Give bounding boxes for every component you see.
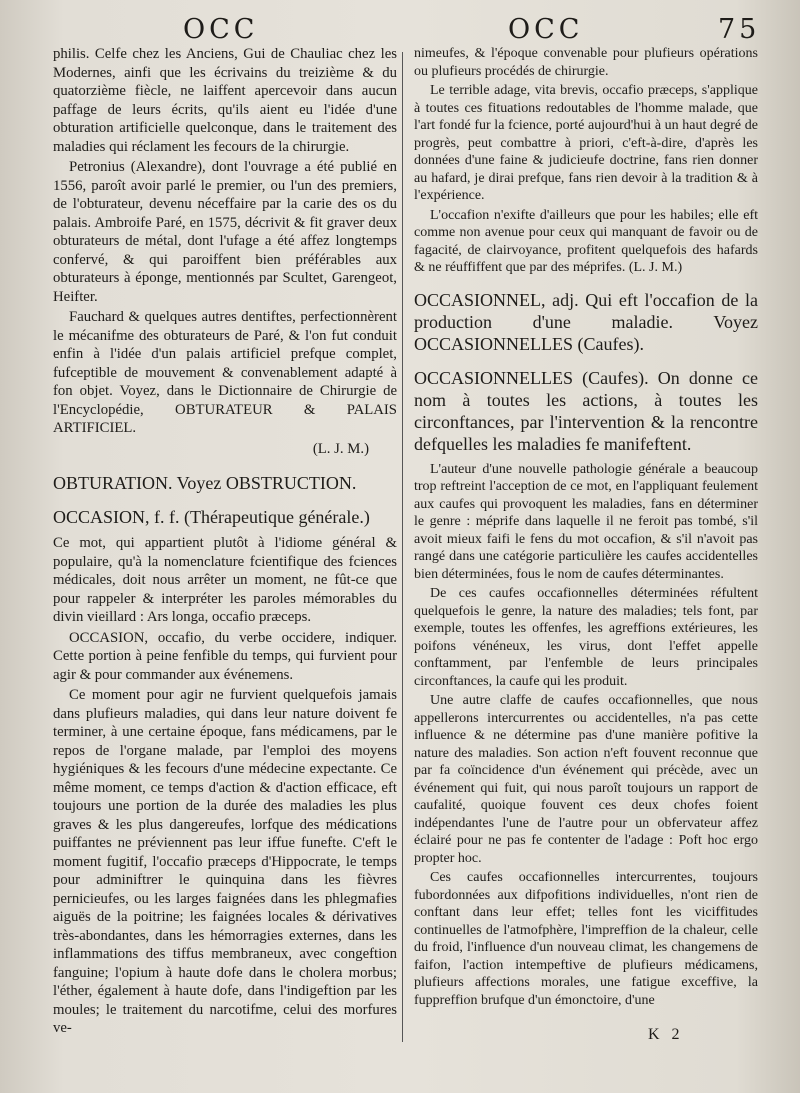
signature-mark: K 2 [648, 1026, 684, 1043]
header-left: OCC [183, 14, 259, 45]
entry-heading: OCCASIONNEL, adj. Qui eft l'occafion de la production d'une maladie. Voyez OCCASIONNELLES (Caufes). [414, 289, 758, 354]
entry-heading: OBTURATION. Voyez OBSTRUCTION. [53, 473, 357, 493]
paragraph: L'occafion n'exifte d'ailleurs que pour les habiles; elle eft comme non avenue pour ceux qui manquant de favoir ou de fagacité, de clairvoyance, profitent quelquefois des hafards & ne réuffiffent que par des méprifes. (L. J. M.) [414, 207, 758, 275]
left-column [53, 45, 397, 1040]
paragraph: Le terrible adage, vita brevis, occafio præceps, s'applique à toutes ces fituations redoutables de l'homme malade, que l'art fondé fur la fcience, porté aujourd'hui à un haut degré de progrès, peut combattre à priori, c'eft-à-dire, d'après les données d'une faine & judicieufe doctrine, fans rien donner au hafard, je dirai prefque, fans rien devoir à la tradition & à l'expérience. [414, 83, 758, 203]
paragraph: Ces caufes occafionnelles intercurrentes, toujours fubordonnées aux difpofitions individuelles, n'ont rien de conftant dans leur effet; telles font les viciffitudes continuelles de l'atmofphère, l'impreffion de la chaleur, celle du froid, l'influence d'un nouveau climat, les changemens de faifon, l'action intempeftive de plufieurs médicamens, plufieurs affections morales, une fatigue exceffive, la fuppreffion brufque d'un émonctoire, d'une [414, 870, 758, 1008]
paragraph: Une autre claffe de caufes occafionnelles, que nous appellerons intercurrentes ou accidentelles, n'a pas cette influence & ne détermine pas d'une manière pofitive la nature des maladies. Son action n'eft fouvent reconnue que par fa coïncidence d'un événement qui précède, avec un événement qui fuit, qui nous paroît toujours un rapport de caufalité, quoique fouvent ces deux chofes foient indépendantes l'une de l'autre pour un obfervateur affez éclairé pour ne pas fe contenter de l'adage : Poft hoc ergo propter hoc. [414, 693, 758, 866]
paragraph: nimeufes, & l'époque convenable pour plufieurs opérations ou plufieurs procédés de chirurgie. [414, 46, 758, 79]
paragraph: OCCASION, occafio, du verbe occidere, indiquer. Cette portion à peine fenfible du temps, qui furvient pour agir & pour commander aux événemens. [53, 629, 397, 683]
paragraph: Fauchard & quelques autres dentiftes, perfectionnèrent le mécanifme des obturateurs de Paré, & l'on fut conduit enfin à l'idée d'un palais artificiel prefque complet, fufceptible de mouvement & convenablement adapté à fon objet. Voyez, dans le Dictionnaire de Chirurgie de l'Encyclopédie, OBTURATEUR & PALAIS ARTIFICIEL. [53, 309, 397, 436]
entry-heading: OCCASION, f. f. (Thérapeutique générale.) [53, 507, 370, 527]
paragraph: Petronius (Alexandre), dont l'ouvrage a été publié en 1556, paroît avoir parlé le premier, ou l'un des premiers, de l'obturateur, devenu néceffaire par la carie des os du palais. Ambroife Paré, en 1575, décrivit & fit graver deux obturateurs de métal, dont l'ufage a été affez longtemps confervé, & qui paroiffent bien préférables aux obturateurs à éponge, mentionnés par Scultet, Garengeot, Heifter. [53, 159, 397, 305]
right-column [414, 45, 758, 1011]
page-number: 75 [718, 14, 761, 45]
paragraph: Ce mot, qui appartient plutôt à l'idiome général & populaire, qu'à la nomenclature fcientifique des fciences médicales, doit nous arrêter un moment, ne fût-ce que pour rappeler & interpréter les paroles mémorables du divin vieillard : Ars longa, occafio præceps. [53, 535, 397, 625]
header-right: OCC [508, 14, 584, 45]
running-header [0, 14, 800, 48]
column-divider [402, 52, 403, 1042]
paragraph: L'auteur d'une nouvelle pathologie générale a beaucoup trop reftreint l'acception de ce mot, en l'appliquant feulement aux caufes qui provoquent les maladies, fans en déterminer le genre : méprife dans laquelle il ne feroit pas tombé, s'il avoit mieux faifi le fens du mot occafion, & s'il n'avoit pas rangé dans une catégorie particulière les caufes accidentelles bien déterminées, fous le nom de caufes déterminantes. [414, 461, 758, 582]
paragraph: Ce moment pour agir ne furvient quelquefois jamais dans plufieurs maladies, qui dans leur nature doivent fe terminer, à une certaine époque, fans médicamens, par le repos de l'organe malade, par l'emploi des moyens hygiéniques & les fecours d'une médecine expectante. Ce même moment, ce temps d'action & d'action efficace, eft toujours une portion de la durée des maladies les plus graves & les plus dangereufes, lorfque des médications puiffantes ne préviennent pas leur iffue funefte. C'eft le moment fugitif, l'occafio præceps d'Hippocrate, le temps pour adminiftrer le quinquina dans les fièvres pernicieufes, ou les larges faignées dans les phlegmafies aiguës de la poitrine; les faignées locales & dérivatives très-abondantes, dans les hémorragies externes, dans les inflammations des tiffus membraneux, avec congeftion fanguine; l'opium à haute dofe dans le cholera morbus; l'éther, également à haute dofe, dans l'indigeftion par les moules; le traitement du narcotifme, celui des morfures ve- [53, 687, 397, 1036]
entry-heading: OCCASIONNELLES (Caufes). On donne ce nom à toutes les actions, à toutes les circonftances, par l'intervention & la rencontre defquelles les maladies fe manifeftent. [414, 367, 758, 454]
paragraph: De ces caufes occafionnelles déterminées réfultent quelquefois le genre, la nature des maladies; tels font, par exemple, toutes les offenfes, les agreffions extérieures, les poifons vénéneux, les virus, dont l'effet appelle conftamment, par l'enfemble de leurs principales circonftances, la caufe qui les produit. [414, 586, 758, 689]
author-signature: (L. J. M.) [312, 440, 369, 457]
paragraph: philis. Celfe chez les Anciens, Gui de Chauliac chez les Modernes, ainfi que les écrivains du treizième & du quatorzième fiècle, ne laiffent apercevoir dans aucun paffage de leurs écrits, qu'ils aient eu l'idée d'une obturation artificielle quelconque, dans le traitement des maladies qui réclament les fecours de la chirurgie. [53, 46, 397, 155]
